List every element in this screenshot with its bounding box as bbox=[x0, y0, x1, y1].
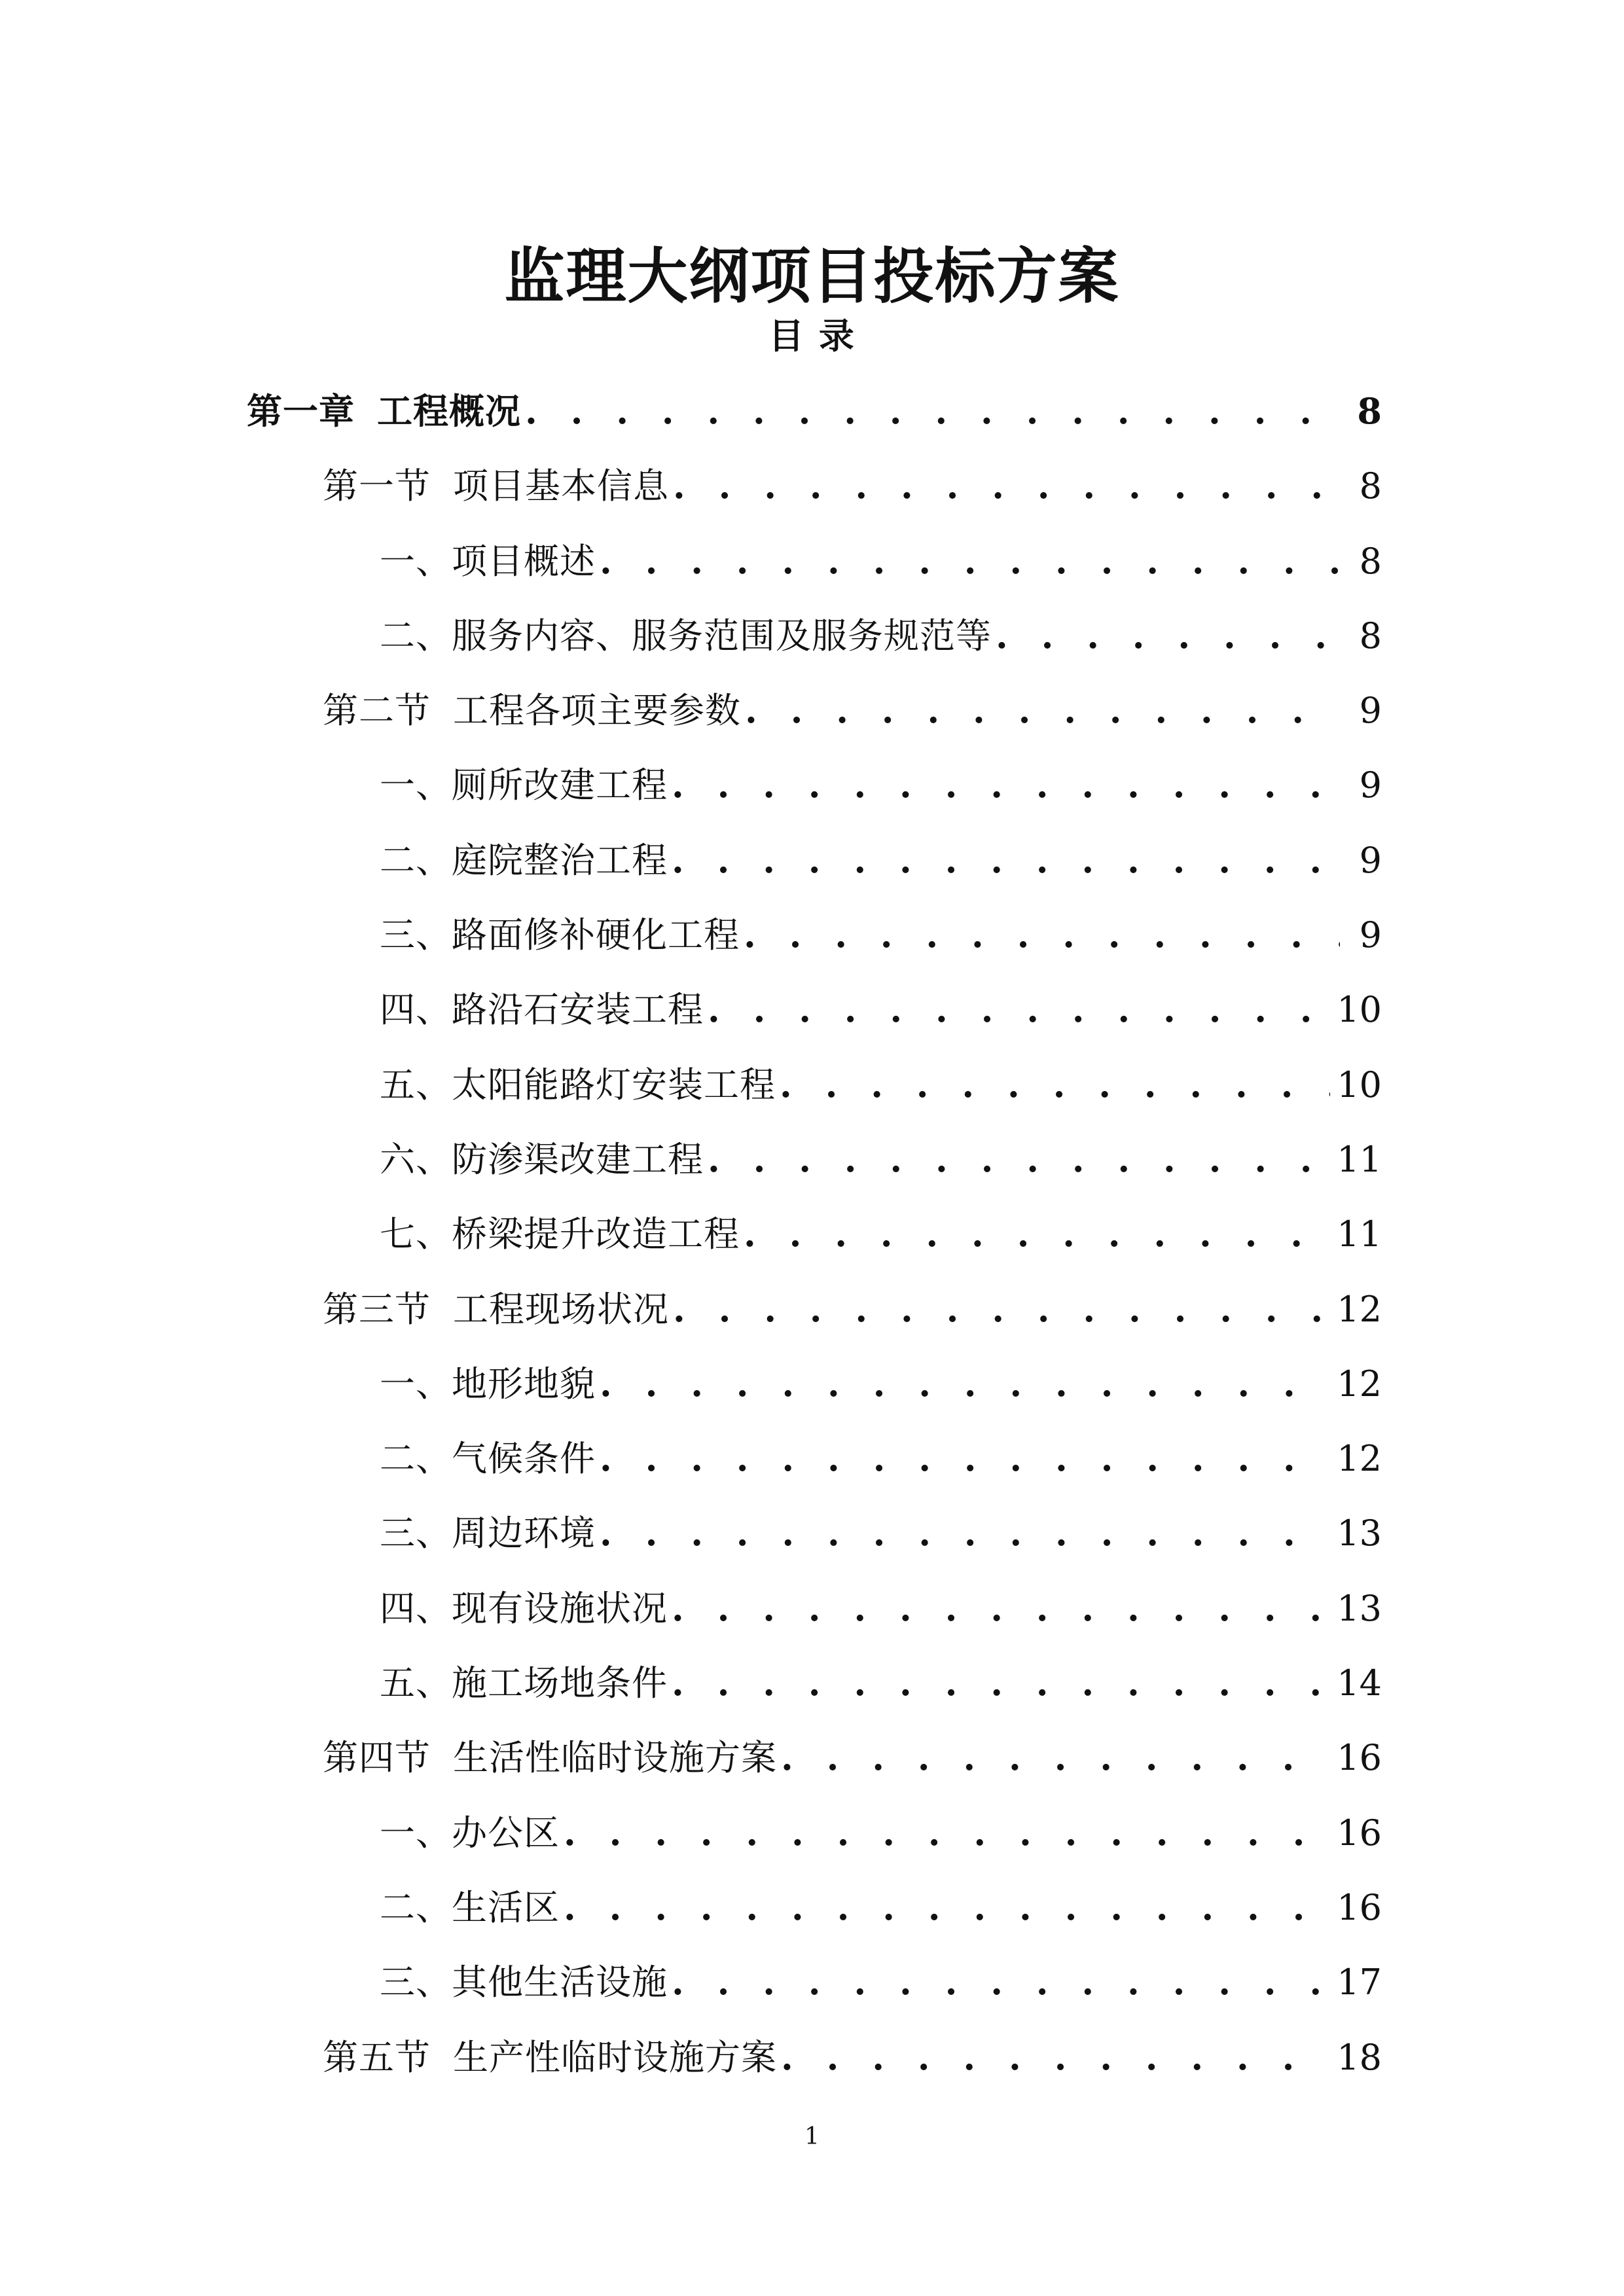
page-number: 1 bbox=[804, 2123, 820, 2150]
toc-entry-subsection bbox=[0, 759, 1624, 833]
toc-entry-subsection bbox=[0, 834, 1624, 908]
toc-entry-prefix: 第五节 bbox=[323, 2036, 431, 2078]
toc-entry-page: 13 bbox=[1337, 1513, 1382, 1554]
toc-heading: 目 录 bbox=[768, 315, 856, 357]
toc-entry-page: 11 bbox=[1337, 1213, 1382, 1255]
toc-dot-leader bbox=[600, 535, 1340, 587]
toc-entry-subsection bbox=[0, 1133, 1624, 1208]
toc-entry-page: 9 bbox=[1359, 914, 1382, 956]
toc-entry-page: 10 bbox=[1337, 1064, 1382, 1105]
toc-entry-prefix: 第二节 bbox=[323, 690, 431, 732]
toc-entry-page: 12 bbox=[1337, 1438, 1382, 1480]
toc-entry-subsection bbox=[0, 1357, 1624, 1432]
toc-dot-leader bbox=[564, 1881, 1330, 1933]
toc-dot-leader bbox=[781, 1731, 1330, 1784]
toc-entry-subsection bbox=[0, 609, 1624, 684]
toc-entry-page: 8 bbox=[1357, 390, 1382, 432]
toc-entry-subsection bbox=[0, 1956, 1624, 2030]
toc-dot-leader bbox=[744, 908, 1340, 961]
toc-entry-text: 项目基本信息 bbox=[453, 465, 669, 507]
toc-entry-text: 六、防渗渠改建工程 bbox=[380, 1138, 704, 1180]
toc-entry-text: 工程各项主要参数 bbox=[453, 690, 741, 732]
toc-dot-leader bbox=[564, 1806, 1330, 1859]
toc-entry-subsection bbox=[0, 1582, 1624, 1657]
toc-dot-leader bbox=[672, 834, 1340, 886]
toc-entry-section bbox=[0, 1731, 1624, 1806]
toc-dot-leader bbox=[744, 1208, 1330, 1260]
toc-entry-subsection bbox=[0, 1507, 1624, 1581]
toc-entry-prefix: 第一章 bbox=[247, 390, 355, 432]
toc-entry-text: 生产性临时设施方案 bbox=[453, 2036, 777, 2078]
toc-entry-text: 一、厕所改建工程 bbox=[380, 764, 668, 806]
toc-entry-text: 工程概况 bbox=[377, 390, 521, 432]
toc-dot-leader bbox=[672, 1657, 1330, 1709]
toc-entry-text: 二、服务内容、服务范围及服务规范等 bbox=[380, 615, 992, 656]
toc-entry-page: 18 bbox=[1337, 2036, 1382, 2078]
toc-dot-leader bbox=[672, 1956, 1330, 2008]
toc-entry-text: 四、路沿石安装工程 bbox=[380, 989, 704, 1031]
toc-entry-text: 一、办公区 bbox=[380, 1812, 560, 1854]
toc-dot-leader bbox=[673, 1283, 1330, 1335]
toc-entry-subsection bbox=[0, 1881, 1624, 1956]
toc-entry-page: 16 bbox=[1337, 1886, 1382, 1928]
toc-entry-page: 10 bbox=[1337, 989, 1382, 1031]
toc-entry-page: 16 bbox=[1337, 1812, 1382, 1854]
toc-dot-leader bbox=[600, 1432, 1330, 1484]
toc-entry-subsection bbox=[0, 1657, 1624, 1731]
toc-entry-section bbox=[0, 684, 1624, 759]
toc-dot-leader bbox=[708, 983, 1330, 1035]
toc-entry-page: 13 bbox=[1337, 1587, 1382, 1629]
toc-entry-prefix: 第一节 bbox=[323, 465, 431, 507]
toc-entry-text: 三、其他生活设施 bbox=[380, 1962, 668, 2003]
toc-entry-prefix: 第三节 bbox=[323, 1288, 431, 1330]
toc-dot-leader bbox=[600, 1357, 1330, 1410]
toc-entry-page: 14 bbox=[1337, 1662, 1382, 1704]
toc-dot-leader bbox=[525, 385, 1340, 437]
toc-entry-subsection bbox=[0, 1432, 1624, 1507]
toc-entry-text: 七、桥梁提升改造工程 bbox=[380, 1213, 740, 1255]
toc-dot-leader bbox=[996, 609, 1340, 662]
toc-entry-page: 16 bbox=[1337, 1737, 1382, 1779]
document-title: 监理大纲项目投标方案 bbox=[504, 240, 1120, 312]
toc-dot-leader bbox=[600, 1507, 1330, 1559]
toc-entry-text: 一、项目概述 bbox=[380, 540, 596, 582]
toc-entry-section bbox=[0, 2031, 1624, 2106]
toc-entry-subsection bbox=[0, 535, 1624, 609]
toc-entry-text: 三、路面修补硬化工程 bbox=[380, 914, 740, 956]
toc-dot-leader bbox=[780, 1058, 1330, 1111]
toc-entry-subsection bbox=[0, 983, 1624, 1058]
toc-entry-section bbox=[0, 1283, 1624, 1357]
toc-entry-page: 8 bbox=[1359, 465, 1382, 507]
toc-entry-page: 12 bbox=[1337, 1288, 1382, 1330]
toc-entry-subsection bbox=[0, 1806, 1624, 1881]
toc-entry-prefix: 第四节 bbox=[323, 1737, 431, 1779]
toc-entry-page: 9 bbox=[1359, 839, 1382, 881]
toc-entry-text: 二、生活区 bbox=[380, 1886, 560, 1928]
toc-entry-text: 五、太阳能路灯安装工程 bbox=[380, 1064, 776, 1105]
toc-dot-leader bbox=[672, 1582, 1330, 1634]
toc-dot-leader bbox=[745, 684, 1340, 736]
toc-entry-subsection bbox=[0, 1058, 1624, 1133]
toc-entry-page: 17 bbox=[1337, 1962, 1382, 2003]
toc-entry-page: 11 bbox=[1337, 1138, 1382, 1180]
toc-entry-text: 四、现有设施状况 bbox=[380, 1587, 668, 1629]
toc-entry-text: 五、施工场地条件 bbox=[380, 1662, 668, 1704]
table-of-contents bbox=[0, 385, 1624, 2106]
toc-entry-page: 9 bbox=[1359, 690, 1382, 732]
toc-entry-text: 二、庭院整治工程 bbox=[380, 839, 668, 881]
toc-entry-page: 9 bbox=[1359, 764, 1382, 806]
toc-entry-text: 一、地形地貌 bbox=[380, 1363, 596, 1405]
toc-entry-page: 12 bbox=[1337, 1363, 1382, 1405]
toc-entry-chapter bbox=[0, 385, 1624, 459]
toc-entry-text: 二、气候条件 bbox=[380, 1438, 596, 1480]
toc-entry-section bbox=[0, 459, 1624, 534]
toc-dot-leader bbox=[781, 2031, 1330, 2083]
toc-entry-page: 8 bbox=[1359, 540, 1382, 582]
toc-entry-text: 工程现场状况 bbox=[453, 1288, 669, 1330]
toc-entry-text: 生活性临时设施方案 bbox=[453, 1737, 777, 1779]
toc-dot-leader bbox=[673, 459, 1340, 512]
toc-dot-leader bbox=[672, 759, 1340, 811]
toc-entry-subsection bbox=[0, 1208, 1624, 1282]
toc-entry-text: 三、周边环境 bbox=[380, 1513, 596, 1554]
toc-dot-leader bbox=[708, 1133, 1330, 1185]
toc-entry-subsection bbox=[0, 908, 1624, 983]
toc-entry-page: 8 bbox=[1359, 615, 1382, 656]
